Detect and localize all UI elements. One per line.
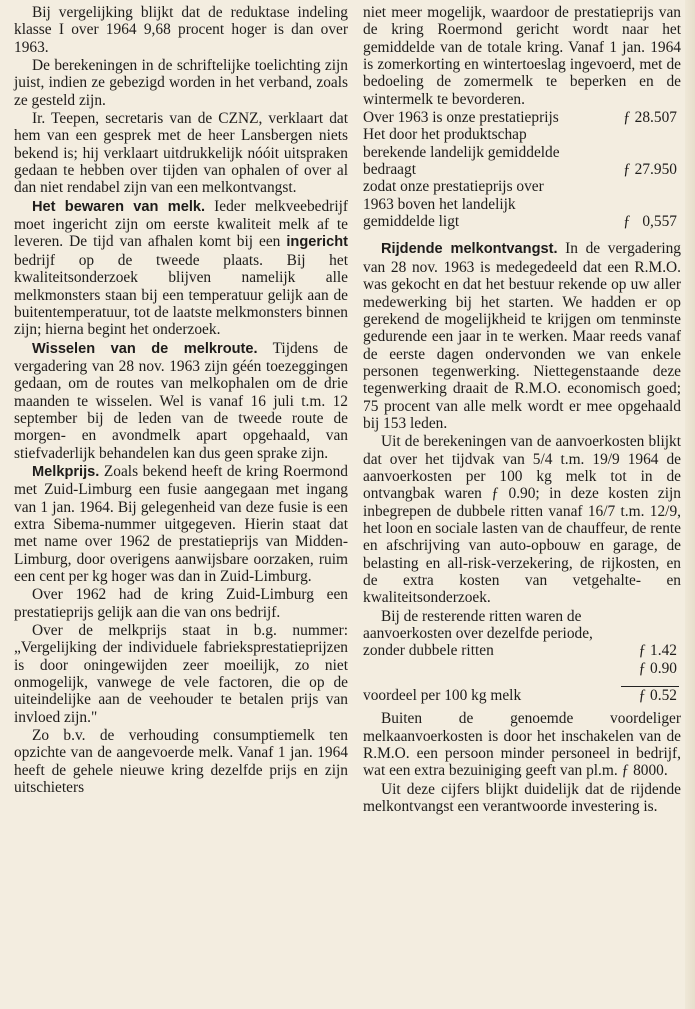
heading-melkprijs: Melkprijs. [32, 463, 100, 480]
price-row-landelijk [363, 161, 681, 178]
cost-value-voordeel: ƒ 0.52 [638, 687, 677, 705]
paragraph-bewaren [14, 198, 348, 339]
right-column [363, 4, 681, 816]
heading-bewaren-van-melk: Het bewaren van melk. [32, 198, 206, 215]
bewaren-text-2: bedrijf op de tweede plaats. Bij het kwaliteitsonderzoek blijven namelijk alle melkmonsters staan bij een temperatuur gelijk aan de buitentemperatuur, tot de laatste melkmonsters binnen zijn; hierna begint het onderzoek. [14, 251, 348, 339]
cost-row-zonder [363, 642, 681, 659]
cost-text-periode: aanvoerkosten over dezelfde periode, [363, 625, 593, 643]
melkprijs-text: Zoals bekend heeft de kring Roermond met Zuid-Limburg een fusie aangegaan met ingang van 1 jan. 1964. Bij gelegenheid van deze fusie is een extra Sibema-nummer uitgegeven. Hierin staat dat met name over 1962 de prestatieprijs van Midden-Limburg, door overigens aanwijsbare oorzaken, ruim een cent per kg hoger was dan in Zuid-Limburg. [14, 462, 348, 585]
paragraph-reduktase: Bij vergelijking blijkt dat de reduktase indeling klasse I over 1964 9,68 procent hoger is dan over 1963. [14, 4, 348, 56]
price-label-prestatieprijs: Over 1963 is onze prestatieprijs [363, 109, 559, 127]
bewaren-text-1: Ieder melkveebedrijf moet ingericht zijn om eerste kwaliteit melk af te leveren. De tijd van afhalen komt bij een [14, 197, 348, 251]
paragraph-teepen: Ir. Teepen, secretaris van de CZNZ, verklaart dat hem van een gesprek met de heer Lansbergen niets bekend is; hij verklaart uitdrukkelijk nóóit uitspraken gedaan te hebben over tijden van ophalen of over al dan niet rendabel zijn van een melkontvangst. [14, 110, 348, 197]
price-value-verschil: ƒ 0,557 [623, 213, 677, 231]
paragraph-conclusie: Uit deze cijfers blijkt duidelijk dat de rijdende melkontvangst een verantwoorde investering is. [363, 780, 681, 816]
paragraph-consumptiemelk: Zo b.v. de verhouding consumptiemelk ten opzichte van de aangevoerde melk. Vanaf 1 jan. 1964 heeft de gehele nieuwe kring dezelfde prijs en zijn uitschieters [14, 727, 348, 797]
price-label-bedraagt: bedraagt [363, 161, 416, 179]
cost-row-voordeel [363, 687, 681, 704]
cost-text-resterende: Bij de resterende ritten waren de [381, 607, 582, 625]
heading-rijdende-melkontvangst: Rijdende melkontvangst. [381, 241, 558, 258]
cost-value-zonder: ƒ 1.42 [638, 642, 677, 660]
paragraph-melkprijs [14, 463, 348, 585]
price-text-zodat: zodat onze prestatieprijs over [363, 178, 544, 196]
paragraph-quote: Over de melkprijs staat in b.g. nummer: „Vergelijking der individuele fabrieksprestatieprijzen is door oningewijden zeer moeilijk, zo niet onmogelijk, vanwege de vele factoren, die op de uiteindelijke aan de veehouder te betalen prijs van invloed zijn." [14, 622, 348, 726]
cost-label-voordeel: voordeel per 100 kg melk [363, 687, 522, 705]
left-column [14, 4, 348, 797]
spacer [363, 230, 681, 240]
emphasis-ingericht: ingericht [286, 234, 348, 251]
paragraph-buiten: Buiten de genoemde voordeliger melkaanvoerkosten is door het inschakelen van de R.M.O. een persoon minder personeel in bedrijf, wat een extra bezuiniging geeft van pl.m. ƒ 8000. [363, 710, 681, 780]
price-text-landelijk: berekende landelijk gemiddelde [363, 143, 560, 161]
paragraph-wisselen [14, 340, 348, 462]
cost-label-zonder: zonder dubbele ritten [363, 642, 494, 660]
heading-wisselen-melkroute: Wisselen van de melkroute. [32, 340, 258, 357]
wisselen-text: Tijdens de vergadering van 28 nov. 1963 zijn géén toezeggingen gedaan, om de routes van melkophalen om de drie maanden te wisselen. Wel is vanaf 16 juli t.m. 12 september bij de leden van de tweede route de morgen- en avondmelk apart opgehaald, van stiefvaderlijk behandelen kan dus geen sprake zijn. [14, 339, 349, 462]
paragraph-aanvoerkosten: Uit de berekeningen van de aanvoerkosten blijkt dat over het tijdvak van 5/4 t.m. 19/9 1964 de aanvoerkosten per 100 kg melk tot in de ontvangbak waren ƒ 0.90; in deze kosten zijn inbegrepen de dubbele ritten vanaf 16/7 t.m. 12/9, het loon en sociale lasten van de chauffeur, de rente en afschrijving van auto-opbouw en garage, de belasting en all-risk-verzekering, de rijkosten, en de extra kosten van vetgehalte- en kwaliteitsonderzoek. [363, 433, 681, 607]
price-text-boven: 1963 boven het landelijk [363, 195, 516, 213]
paragraph-berekeningen: De berekeningen in de schriftelijke toelichting zijn juist, indien ze gebezigd worden in het verband, zoals ze gesteld zijn. [14, 57, 348, 109]
rijdende-text: In de vergadering van 28 nov. 1963 is medegedeeld dat een R.M.O. was gekocht en dat het bestuur rekende op uw aller medewerking bij het starten. We hadden er op gerekend de mogelijkheid te krijgen om tenminste gedurende een jaar in te werken. Maar reeds vanaf de eerste dagen ondervonden we van enkele personen tegenwerking. Niettegenstaande deze tegenwerking draait de R.M.O. economisch goed; 75 procent van alle melk wordt er mee opgehaald bij 153 leden. [363, 240, 681, 432]
cost-row-met [363, 660, 681, 677]
price-value-prestatieprijs: ƒ 28.507 [623, 109, 677, 127]
paragraph-1962: Over 1962 had de kring Zuid-Limburg een prestatieprijs gelijk aan die van ons bedrijf. [14, 586, 348, 621]
price-label-gemiddelde: gemiddelde ligt [363, 213, 460, 231]
price-row-prestatieprijs [363, 109, 681, 126]
cost-value-met: ƒ 0.90 [638, 659, 677, 677]
price-value-landelijk: ƒ 27.950 [623, 161, 677, 179]
paragraph-rijdende [363, 240, 681, 432]
price-row-verschil [363, 213, 681, 230]
price-text-produktschap: Het door het produktschap [363, 126, 527, 144]
paragraph-continuation: niet meer mogelijk, waardoor de prestatieprijs van de kring Roermond gericht wordt naar het gemiddelde van de totale kring. Vanaf 1 jan. 1964 is zomerkorting en wintertoeslag ingevoerd, met de bedoeling de zomermelk te beperken en de wintermelk te bevorderen. [363, 4, 681, 108]
page-edge [685, 0, 695, 1009]
